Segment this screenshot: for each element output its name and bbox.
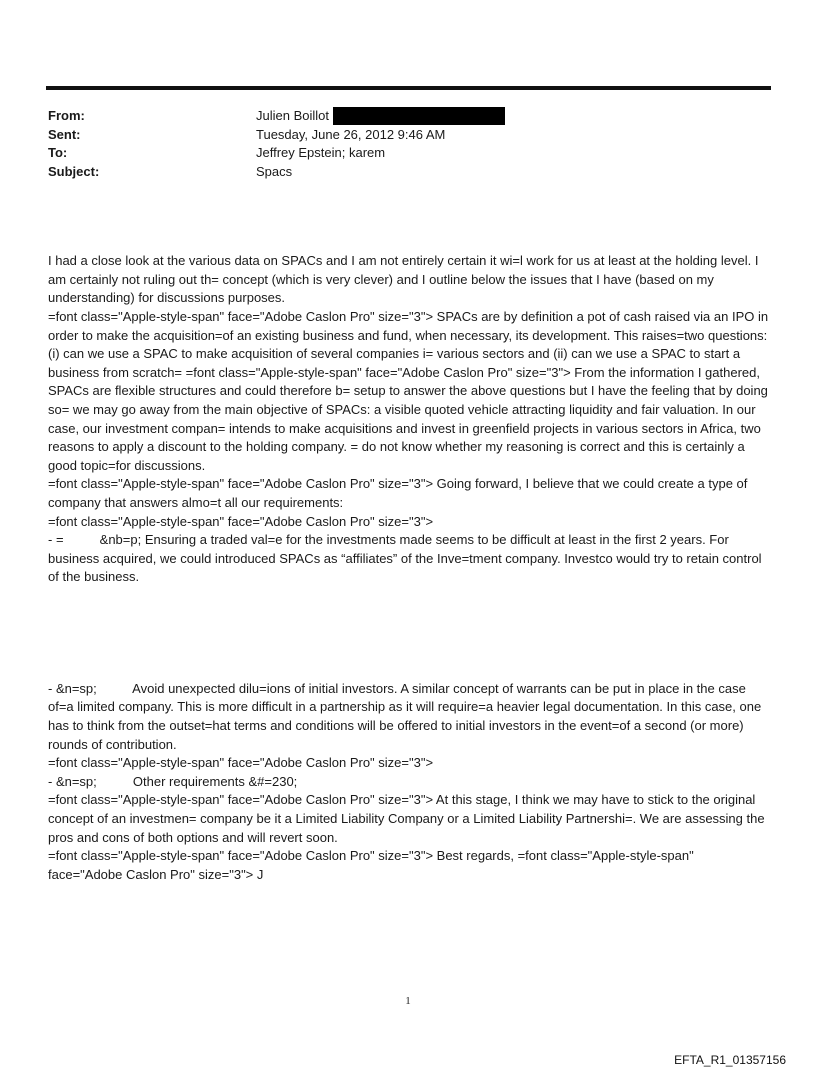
from-row — [48, 107, 768, 126]
paragraph-gap — [48, 624, 770, 643]
from-value-group — [256, 107, 505, 126]
sent-label: Sent: — [48, 126, 81, 142]
body-paragraph-1: I had a close look at the various data on SPACs and I am not entirely certain it wi=l work for us at least at the holding level. I am certainly not ruling out th= concept (which is very clever) and I outline below the issues that I have (based on my understanding) for discussions purposes. =font class="Apple-style-span" face="Adobe Caslon Pro" size="3"> SPACs are by definition a pot of cash raised via an IPO in order to make the acquisition=of an existing business and fund, when necessary, its development. This raises=two questions: (i) can we use a SPAC to make acquisition of several companies i= various sectors and (ii) can we use a SPAC to start a business from scratch= =font class="Apple-style-span" face="Adobe Caslon Pro" size="3"> From the information I gathered, SPACs are flexible structures and could therefore b= setup to answer the above questions but I have the feeling that by doing so= we may go away from the main objective of SPACs: a visible quoted vehicle attracting liquidity and fair valuation. In our case, our investment compan= intends to make acquisitions and invest in greenfield projects in various sectors in Africa, two reasons to apply a discount to the holding company. = do not know whether my reasoning is correct and this is certainly a good topic=for discussions. =font class="Apple-style-span" face="Adobe Caslon Pro" size="3"> Going forward, I believe that we could create a type of company that answers almo=t all our requirements: =font class="Apple-style-span" face="Adobe Caslon Pro" size="3"> - = &nb=p; Ensuring a traded val=e for the investments made seems to be difficult at least in the first 2 years. For business acquired, we could introduced SPACs as “affiliates” of the Inve=tment company. Investco would try to retain control of the business. — [48, 253, 769, 585]
to-row — [48, 144, 768, 163]
body-paragraph-2: - &n=sp; Avoid unexpected dilu=ions of initial investors. A similar concept of warrants can be put in place in the case of=a limited company. This is more difficult in a partnership as it will require=a heavier legal documentation. In this case, one has to think from the outset=hat terms and conditions will be offered to initial investors in the event=of a second (or more) rounds of contribution. =font class="Apple-style-span" face="Adobe Caslon Pro" size="3"> - &n=sp; Other requirements &#=230; =font class="Apple-style-span" face="Adobe Caslon Pro" size="3"> At this stage, I think we may have to stick to the original concept of an investmen= company be it a Limited Liability Company or a Limited Liability Partnershi=. We are assessing the pros and cons of both options and will revert soon. =font class="Apple-style-span" face="Adobe Caslon Pro" size="3"> Best regards, =font class="Apple-style-span" face="Adobe Caslon Pro" size="3"> J — [48, 680, 765, 882]
redaction-block — [333, 107, 505, 125]
header-divider — [46, 86, 771, 90]
subject-label: Subject: — [48, 163, 100, 179]
page-number: 1 — [405, 995, 411, 1007]
to-value: Jeffrey Epstein; karem — [256, 145, 386, 160]
from-label: From: — [48, 108, 85, 123]
email-body — [48, 215, 770, 903]
from-value: Julien Boillot — [256, 108, 329, 123]
sent-row — [48, 126, 768, 145]
subject-value: Spacs — [256, 163, 293, 179]
document-id: EFTA_R1_01357156 — [674, 1053, 786, 1067]
subject-row — [48, 163, 768, 182]
email-header — [48, 107, 768, 181]
to-label: To: — [48, 145, 68, 160]
sent-value: Tuesday, June 26, 2012 9:46 AM — [256, 126, 446, 142]
